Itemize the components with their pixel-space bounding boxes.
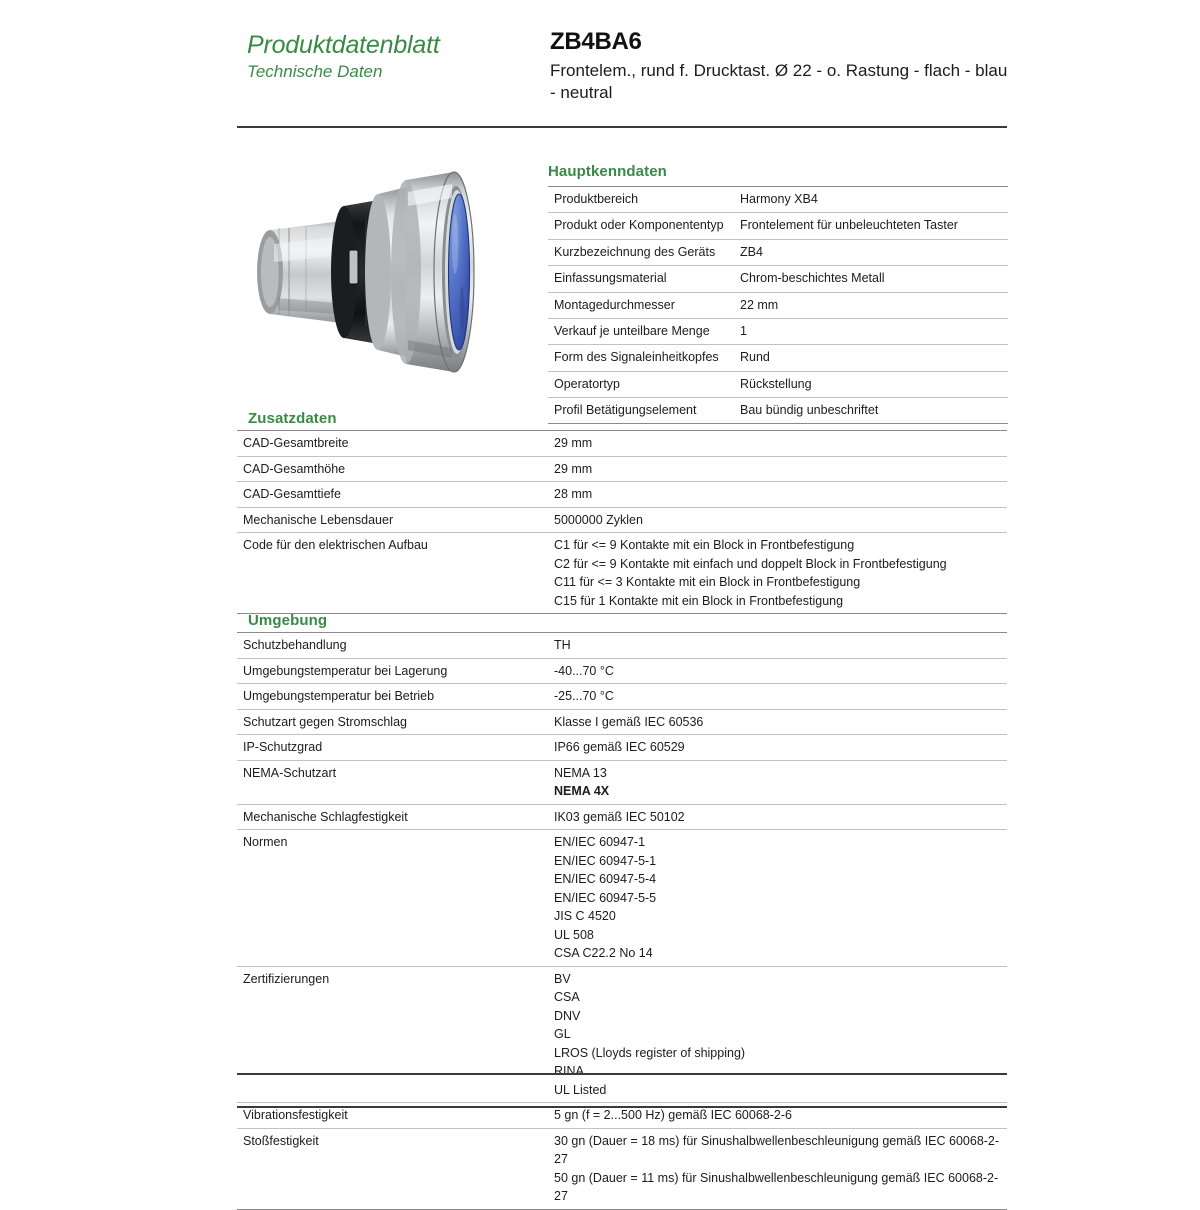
spec-value-line: CSA: [554, 990, 580, 1004]
spec-value-list: [548, 966, 1007, 1103]
spec-value: Chrom-beschichtes Metall: [734, 266, 1008, 292]
spec-value: 29 mm: [548, 456, 1007, 482]
table-row: [237, 658, 1007, 684]
spec-value: 1: [734, 318, 1008, 344]
spec-label: CAD-Gesamtbreite: [237, 431, 548, 457]
table-row: [237, 533, 1007, 614]
spec-value-line: EN/IEC 60947-5-4: [554, 872, 657, 886]
spec-value-line: BV: [554, 971, 571, 986]
table-row: [548, 187, 1008, 213]
product-photo: [248, 158, 506, 383]
document-type-title: Produktdatenblatt: [247, 31, 440, 59]
spec-label: Stoßfestigkeit: [237, 1128, 548, 1209]
spec-label: Operatortyp: [548, 371, 734, 397]
spec-value: 29 mm: [548, 431, 1007, 457]
spec-value: -40...70 °C: [548, 658, 1007, 684]
table-row: [548, 266, 1008, 292]
table-row: [237, 760, 1007, 804]
spec-value-list: [548, 830, 1007, 967]
spec-value: Frontelement für unbeleuchteten Taster: [734, 213, 1008, 239]
spec-value-line: C15 für 1 Kontakte mit ein Block in Frontbefestigung: [554, 593, 844, 608]
table-row: [237, 431, 1007, 457]
spec-label: Profil Betätigungselement: [548, 398, 734, 424]
spec-value-line: EN/IEC 60947-5-5: [554, 890, 657, 905]
spec-table-hauptkenndaten: [548, 186, 1008, 424]
footer-divider-bottom: [237, 1106, 1007, 1108]
spec-label: Verkauf je unteilbare Menge: [548, 318, 734, 344]
table-row: [237, 456, 1007, 482]
spec-table-umgebung: [237, 632, 1007, 1210]
spec-value: IP66 gemäß IEC 60529: [548, 735, 1007, 761]
spec-value: 22 mm: [734, 292, 1008, 318]
product-code: ZB4BA6: [550, 28, 642, 55]
spec-value: Bau bündig unbeschriftet: [734, 398, 1008, 424]
spec-value-line: NEMA 4X: [554, 784, 610, 798]
spec-value-line: GL: [554, 1027, 571, 1041]
spec-value-line: UL 508: [554, 927, 594, 942]
spec-label: Mechanische Schlagfestigkeit: [237, 804, 548, 830]
spec-value-line: RINA: [554, 1064, 584, 1078]
section-title-umgebung: Umgebung: [248, 612, 328, 629]
spec-value-line: DNV: [554, 1008, 581, 1023]
spec-label: Umgebungstemperatur bei Betrieb: [237, 684, 548, 710]
table-row: [548, 345, 1008, 371]
table-row: [548, 398, 1008, 424]
table-row: [237, 804, 1007, 830]
section-title-zusatzdaten: Zusatzdaten: [248, 410, 337, 427]
spec-value-line: C2 für <= 9 Kontakte mit einfach und doppelt Block in Frontbefestigung: [554, 556, 947, 571]
spec-value: IK03 gemäß IEC 50102: [548, 804, 1007, 830]
table-row: [237, 482, 1007, 508]
spec-label: CAD-Gesamttiefe: [237, 482, 548, 508]
spec-label: Kurzbezeichnung des Geräts: [548, 239, 734, 265]
table-row: [548, 292, 1008, 318]
table-row: [548, 371, 1008, 397]
section-title-hauptkenndaten: Hauptkenndaten: [548, 163, 667, 180]
table-row: [237, 709, 1007, 735]
header-divider: [237, 126, 1007, 128]
spec-label: Normen: [237, 830, 548, 967]
spec-label: Code für den elektrischen Aufbau: [237, 533, 548, 614]
spec-value-line: JIS C 4520: [554, 909, 616, 923]
spec-value: TH: [548, 633, 1007, 659]
spec-value-list: [548, 760, 1007, 804]
table-row: [237, 633, 1007, 659]
spec-label: Umgebungstemperatur bei Lagerung: [237, 658, 548, 684]
spec-value-line: C11 für <= 3 Kontakte mit ein Block in Frontbefestigung: [554, 575, 861, 589]
spec-label: Einfassungsmaterial: [548, 266, 734, 292]
product-identity-block: [550, 28, 1010, 104]
spec-value: Harmony XB4: [734, 187, 1008, 213]
spec-table-zusatzdaten: [237, 430, 1007, 614]
brand-block: [247, 32, 537, 83]
spec-label: Mechanische Lebensdauer: [237, 507, 548, 533]
spec-value: -25...70 °C: [548, 684, 1007, 710]
table-row: [237, 966, 1007, 1103]
spec-value: 5000000 Zyklen: [548, 507, 1007, 533]
document-type-subtitle: Technische Daten: [247, 62, 383, 82]
spec-label: NEMA-Schutzart: [237, 760, 548, 804]
spec-value-line: 50 gn (Dauer = 11 ms) für Sinushalbwellenbeschleunigung gemäß IEC 60068-2-27: [554, 1170, 999, 1203]
spec-value-line: LROS (Lloyds register of shipping): [554, 1045, 746, 1060]
table-row: [548, 213, 1008, 239]
spec-value-line: CSA C22.2 No 14: [554, 946, 653, 960]
spec-value-line: EN/IEC 60947-5-1: [554, 853, 657, 868]
spec-value-line: NEMA 13: [554, 765, 607, 780]
spec-label: Produktbereich: [548, 187, 734, 213]
spec-label: IP-Schutzgrad: [237, 735, 548, 761]
spec-value: ZB4: [734, 239, 1008, 265]
spec-label: Schutzart gegen Stromschlag: [237, 709, 548, 735]
spec-value-line: EN/IEC 60947-1: [554, 835, 646, 849]
spec-value: 28 mm: [548, 482, 1007, 508]
page-header: [237, 28, 1007, 120]
spec-label: Zertifizierungen: [237, 966, 548, 1103]
spec-label: Vibrationsfestigkeit: [237, 1103, 548, 1129]
table-row: [237, 830, 1007, 967]
spec-value: Rund: [734, 345, 1008, 371]
spec-label: CAD-Gesamthöhe: [237, 456, 548, 482]
spec-value-list: [548, 1128, 1007, 1209]
spec-label: Montagedurchmesser: [548, 292, 734, 318]
spec-value-line: C1 für <= 9 Kontakte mit ein Block in Frontbefestigung: [554, 538, 855, 552]
product-description: Frontelem., rund f. Drucktast. Ø 22 - o. Rastung - flach - blau - neutral: [550, 60, 1008, 103]
table-row: [548, 318, 1008, 344]
spec-value-line: UL Listed: [554, 1082, 607, 1097]
footer-divider-top: [237, 1073, 1007, 1075]
table-row: [548, 239, 1008, 265]
spec-value: Klasse I gemäß IEC 60536: [548, 709, 1007, 735]
spec-label: Form des Signaleinheitkopfes: [548, 345, 734, 371]
table-row: [237, 507, 1007, 533]
spec-value-line: 30 gn (Dauer = 18 ms) für Sinushalbwellenbeschleunigung gemäß IEC 60068-2-27: [554, 1133, 1000, 1166]
spec-value-list: [548, 533, 1007, 614]
spec-value: Rückstellung: [734, 371, 1008, 397]
spec-label: Schutzbehandlung: [237, 633, 548, 659]
spec-value: 5 gn (f = 2...500 Hz) gemäß IEC 60068-2-6: [548, 1103, 1007, 1129]
table-row: [237, 684, 1007, 710]
table-row: [237, 1128, 1007, 1209]
spec-label: Produkt oder Komponententyp: [548, 213, 734, 239]
table-row: [237, 735, 1007, 761]
